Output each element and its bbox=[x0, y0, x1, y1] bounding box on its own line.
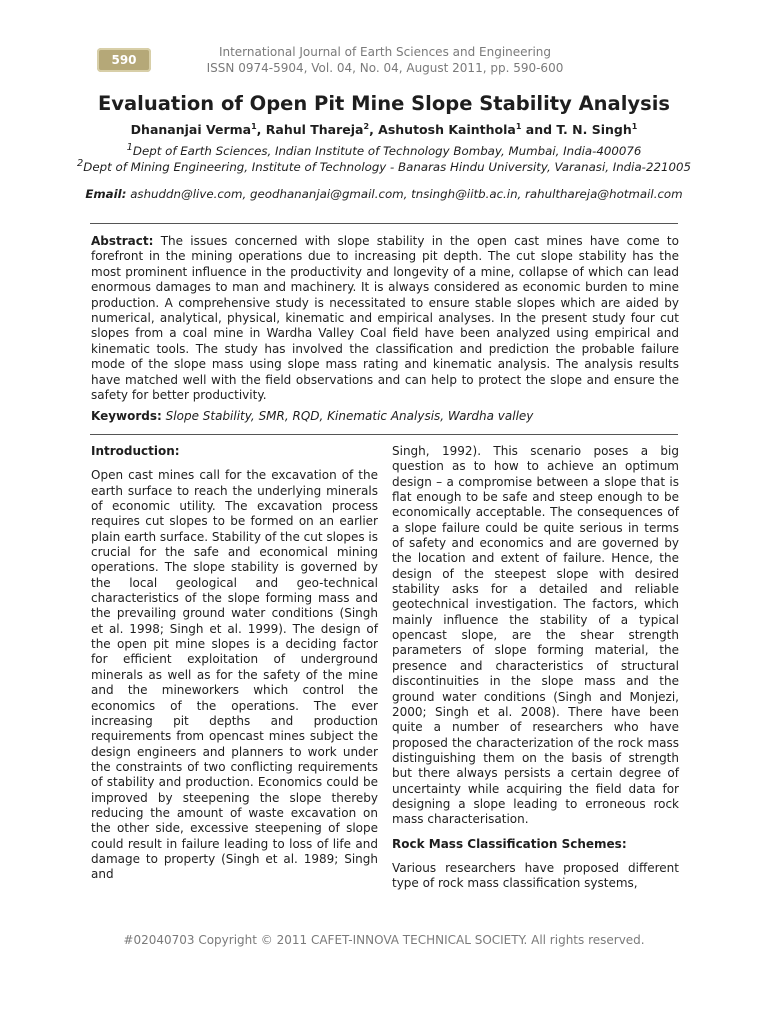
affiliation-text: Dept of Earth Sciences, Indian Institute of Technology Bombay, Mumbai, India-400076 bbox=[132, 143, 642, 158]
rock-mass-paragraph: Various researchers have proposed different type of rock mass classification systems, bbox=[392, 860, 679, 891]
abstract-label: Abstract: bbox=[91, 234, 154, 248]
author-name: T. N. Singh bbox=[556, 122, 632, 138]
paper-title: Evaluation of Open Pit Mine Slope Stability Analysis bbox=[97, 92, 671, 115]
right-column bbox=[392, 444, 679, 892]
keywords-text: Slope Stability, SMR, RQD, Kinematic Analysis, Wardha valley bbox=[165, 409, 534, 423]
affiliation-mark: 1 bbox=[126, 142, 133, 153]
affiliation-text: Dept of Mining Engineering, Institute of Technology - Banaras Hindu University, Varanasi, India-221005 bbox=[83, 159, 691, 174]
email-label: Email: bbox=[85, 187, 127, 201]
introduction-paragraph: Open cast mines call for the excavation of the earth surface to reach the underlying minerals of economic utility. The excavation process requires cut slopes to be formed on an earlier plain earth surface. Stability of the cut slopes is crucial for the safe and economical mining operations. The slope stability is governed by the local geological and geo-technical characteristics of the slope forming mass and the prevailing ground water conditions (Singh et al. 1998; Singh et al. 1999). The design of the open pit mine slopes is a deciding factor for efficient exploitation of underground minerals as well as for the safety of the mine and the mineworkers which control the economics of the operations. The ever increasing pit depths and production requirements from opencast mines subject the design engineers and planners to work under the constraints of two conflicting requirements of stability and production. Economics could be improved by steepening the slope thereby reducing the amount of waste excavation on the other side, excessive steepening of slope could result in failure leading to loss of life and damage to property (Singh et al. 1989; Singh and bbox=[91, 468, 378, 882]
keywords bbox=[91, 409, 679, 424]
author-affil-mark: 1 bbox=[515, 122, 522, 131]
author-affil-mark: 2 bbox=[363, 122, 370, 131]
email-addresses: ashuddn@live.com, geodhananjai@gmail.com, tnsingh@iitb.ac.in, rahulthareja@hotmail.com bbox=[130, 187, 683, 201]
keywords-label: Keywords: bbox=[91, 409, 162, 423]
introduction-heading: Introduction: bbox=[91, 444, 180, 458]
author-separator: and bbox=[521, 122, 557, 138]
abstract-bottom-rule bbox=[90, 434, 678, 435]
journal-name: International Journal of Earth Sciences and Engineering bbox=[218, 45, 552, 59]
author-name: Ashutosh Kainthola bbox=[378, 122, 516, 138]
author-separator: , bbox=[256, 122, 266, 138]
author-affil-mark: 1 bbox=[251, 122, 257, 131]
continued-paragraph: Singh, 1992). This scenario poses a big question as to how to achieve an optimum design – a compromise between a slope that is flat enough to be safe and steep enough to be economically acceptable. The consequences of a slope failure could be quite serious in terms of safety and economics and are governed by the location and extent of failure. Hence, the design of the steepest slope with desired stability asks for a detailed and reliable geotechnical investigation. The factors, which mainly influence the stability of a typical opencast slope, are the shear strength parameters of slope forming material, the presence and characteristics of structural discontinuities in the slope mass and the ground water conditions (Singh and Monjezi, 2000; Singh et al. 2008). There have been quite a number of researchers who have proposed the characterization of the rock mass distinguishing them on the basis of strength but there always persists a certain degree of uncertainty while acquiring the field data for designing a slope leading to erroneous rock mass characterisation. bbox=[392, 444, 679, 827]
author-name: Rahul Thareja bbox=[265, 122, 364, 138]
abstract-top-rule bbox=[90, 223, 678, 224]
affiliation-mark: 2 bbox=[77, 158, 84, 169]
left-column bbox=[91, 444, 378, 883]
page-number-badge bbox=[97, 48, 151, 72]
abstract-text: The issues concerned with slope stability in the open cast mines have come to forefront in the mining operations due to increasing pit depth. The cut slope stability has the most prominent influence in the productivity and longevity of a mine, collapse of which can lead enormous damages to man and machinery. It is always considered as economic burden to mine production. A comprehensive study is necessitated to ensure stable slopes which are aided by numerical, analytical, physical, kinematic and empirical analyses. In the present study four cut slopes from a coal mine in Wardha Valley Coal field have been analyzed using empirical and kinematic tools. The study has involved the classification and prediction the probable failure mode of the slope mass using slope mass rating and kinematic analysis. The analysis results have matched well with the field observations and can help to protect the slope and ensure the safety for better productivity. bbox=[91, 234, 679, 403]
author-affil-mark: 1 bbox=[631, 122, 638, 131]
page-number: 590 bbox=[111, 53, 137, 67]
copyright-footer: #02040703 Copyright © 2011 CAFET-INNOVA TECHNICAL SOCIETY. All rights reserved. bbox=[123, 933, 645, 947]
author-name: Dhananjai Verma bbox=[130, 122, 252, 138]
author-list bbox=[40, 122, 728, 137]
rock-mass-heading: Rock Mass Classification Schemes: bbox=[392, 836, 627, 851]
affiliation-2 bbox=[60, 156, 708, 175]
author-separator: , bbox=[369, 122, 379, 138]
abstract bbox=[91, 234, 679, 403]
journal-header bbox=[170, 44, 600, 76]
journal-issn: ISSN 0974-5904, Vol. 04, No. 04, August 2011, pp. 590-600 bbox=[206, 61, 564, 75]
email-line bbox=[80, 187, 688, 203]
